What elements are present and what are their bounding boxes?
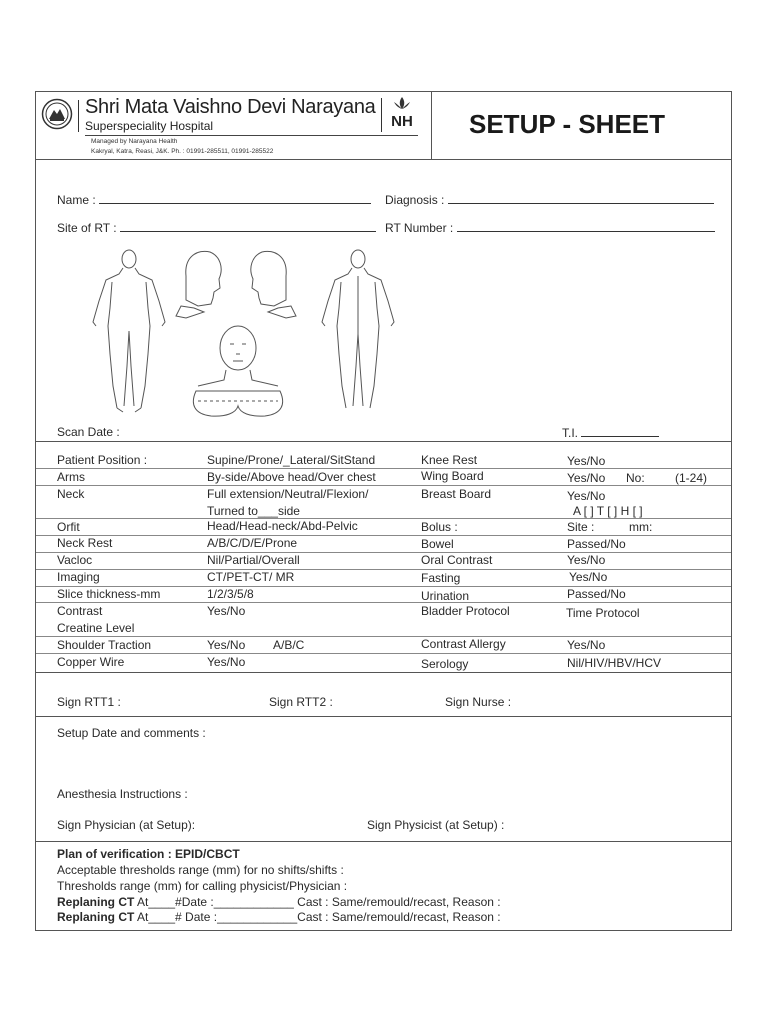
value-bowel[interactable]: Passed/No (567, 537, 626, 551)
label-oral-contrast: Oral Contrast (421, 553, 493, 567)
row-line (36, 653, 731, 654)
replaning-ct-label: Replaning CT (57, 910, 135, 924)
label-urination: Urination (421, 589, 470, 603)
value-bolus-mm[interactable]: mm: (629, 520, 653, 534)
hospital-logo-icon (41, 98, 73, 135)
label-patient-position: Patient Position : (57, 453, 148, 467)
value-bladder-protocol[interactable]: Time Protocol (566, 606, 640, 620)
nh-logo-text: NH (391, 113, 413, 130)
row-line (36, 602, 731, 603)
sign-rtt2-field[interactable]: Sign RTT2 : (269, 695, 333, 709)
label-neck-rest: Neck Rest (57, 536, 113, 550)
value-wing-board-range[interactable]: (1-24) (675, 471, 708, 485)
row-line (36, 518, 731, 519)
label-breast-board: Breast Board (421, 487, 492, 501)
value-fasting[interactable]: Yes/No (569, 570, 608, 584)
label-orfit: Orfit (57, 520, 80, 534)
header-bottom-line (36, 159, 731, 160)
replaning-ct-row-2[interactable] (57, 910, 501, 924)
grid-top-line (36, 441, 731, 442)
value-bolus-site[interactable]: Site : (567, 520, 595, 534)
replaning-ct-details[interactable]: At____# Date :____________Cast : Same/remould/recast, Reason : (134, 910, 501, 924)
row-line (36, 586, 731, 587)
value-serology[interactable]: Nil/HIV/HBV/HCV (567, 656, 662, 670)
label-shoulder-traction: Shoulder Traction (57, 638, 152, 652)
header-underline (85, 135, 418, 136)
value-neck-turned[interactable]: Turned to___side (207, 504, 300, 518)
hospital-address: Kakryal, Katra, Reasi, J&K. Ph. : 01991-285511, 01991-285522 (91, 148, 274, 155)
hospital-subtitle: Superspeciality Hospital (85, 119, 214, 133)
signatures-bottom-line (36, 716, 731, 717)
replaning-ct-label: Replaning CT (57, 895, 135, 909)
ti-field[interactable] (562, 425, 659, 440)
label-serology: Serology (421, 657, 469, 671)
value-oral-contrast[interactable]: Yes/No (567, 553, 606, 567)
value-vacloc[interactable]: Nil/Partial/Overall (207, 553, 300, 567)
row-line (36, 552, 731, 553)
label-creatine-level: Creatine Level (57, 621, 135, 635)
value-neck-rest[interactable]: A/B/C/D/E/Prone (207, 536, 298, 550)
label-bolus: Bolus : (421, 520, 458, 534)
sign-physician-field[interactable]: Sign Physician (at Setup): (57, 818, 196, 832)
side-head-right (251, 251, 296, 318)
value-contrast[interactable]: Yes/No (207, 604, 246, 618)
nh-logo (386, 96, 418, 129)
row-line (36, 569, 731, 570)
back-body-figure (322, 250, 394, 408)
value-shoulder-traction-type[interactable]: A/B/C (273, 638, 305, 652)
label-imaging: Imaging (57, 570, 100, 584)
name-field[interactable] (57, 192, 371, 207)
rt-number-field[interactable] (385, 220, 715, 235)
name-label: Name : (57, 193, 96, 207)
label-copper-wire: Copper Wire (57, 655, 125, 669)
thresholds-calling-field[interactable]: Thresholds range (mm) for calling physicist/Physician : (57, 879, 348, 893)
value-wing-board-no-label: No: (626, 471, 645, 485)
ti-label: T.I. (562, 426, 579, 440)
label-slice-thickness: Slice thickness-mm (57, 587, 161, 601)
label-bladder-protocol: Bladder Protocol (421, 604, 510, 618)
thresholds-no-shift-field[interactable]: Acceptable thresholds range (mm) for no shifts/shifts : (57, 863, 344, 877)
head-chest-figure (193, 326, 282, 416)
value-copper-wire[interactable]: Yes/No (207, 655, 246, 669)
setup-comments-field[interactable]: Setup Date and comments : (57, 726, 206, 740)
value-wing-board[interactable]: Yes/No (567, 471, 606, 485)
logo-divider (78, 100, 79, 132)
sign-nurse-field[interactable]: Sign Nurse : (445, 695, 512, 709)
setup-bottom-line (36, 841, 731, 842)
row-line (36, 468, 731, 469)
label-knee-rest: Knee Rest (421, 453, 478, 467)
site-of-rt-field[interactable] (57, 220, 376, 235)
label-contrast-allergy: Contrast Allergy (421, 637, 506, 651)
replaning-ct-details[interactable]: At____#Date :____________ Cast : Same/remould/recast, Reason : (134, 895, 501, 909)
value-patient-position[interactable]: Supine/Prone/_Lateral/SitStand (207, 453, 376, 467)
value-imaging[interactable]: CT/PET-CT/ MR (207, 570, 295, 584)
side-head-left (176, 251, 221, 318)
anesthesia-instructions-field[interactable]: Anesthesia Instructions : (57, 787, 188, 801)
value-slice-thickness[interactable]: 1/2/3/5/8 (207, 587, 254, 601)
replaning-ct-row-1[interactable] (57, 895, 501, 909)
value-knee-rest[interactable]: Yes/No (567, 454, 606, 468)
diagnosis-label: Diagnosis : (385, 193, 445, 207)
label-arms: Arms (57, 470, 85, 484)
value-breast-board-atm[interactable]: A [ ] T [ ] H [ ] (573, 504, 643, 518)
label-wing-board: Wing Board (421, 469, 484, 483)
managed-by: Managed by Narayana Health (91, 138, 178, 145)
scan-date-label: Scan Date : (57, 425, 120, 439)
label-fasting: Fasting (421, 571, 461, 585)
row-line (36, 535, 731, 536)
sign-physicist-field[interactable]: Sign Physicist (at Setup) : (367, 818, 505, 832)
body-diagram (86, 246, 416, 431)
page-title: SETUP - SHEET (469, 109, 666, 139)
verification-title: Plan of verification : EPID/CBCT (57, 847, 240, 861)
label-neck: Neck (57, 487, 85, 501)
value-urination[interactable]: Passed/No (567, 587, 626, 601)
header-vertical-divider (431, 92, 432, 159)
value-arms[interactable]: By-side/Above head/Over chest (207, 470, 376, 484)
value-contrast-allergy[interactable]: Yes/No (567, 638, 606, 652)
rt-number-label: RT Number : (385, 221, 454, 235)
site-of-rt-label: Site of RT : (57, 221, 117, 235)
hospital-name: Shri Mata Vaishno Devi Narayana (85, 96, 376, 118)
sign-rtt1-field[interactable]: Sign RTT1 : (57, 695, 121, 709)
front-body-figure (93, 250, 165, 412)
value-orfit[interactable]: Head/Head-neck/Abd-Pelvic (207, 519, 358, 533)
value-neck[interactable]: Full extension/Neutral/Flexion/ (207, 487, 369, 501)
diagnosis-field[interactable] (385, 192, 714, 207)
label-vacloc: Vacloc (57, 553, 93, 567)
value-shoulder-traction[interactable]: Yes/No (207, 638, 246, 652)
nh-divider (381, 98, 382, 132)
row-line (36, 485, 731, 486)
lotus-icon (391, 96, 413, 110)
row-line (36, 636, 731, 637)
label-contrast: Contrast (57, 604, 103, 618)
grid-bottom-line (36, 672, 731, 673)
label-bowel: Bowel (421, 537, 454, 551)
value-breast-board[interactable]: Yes/No (567, 489, 606, 503)
setup-sheet-form (35, 91, 732, 931)
